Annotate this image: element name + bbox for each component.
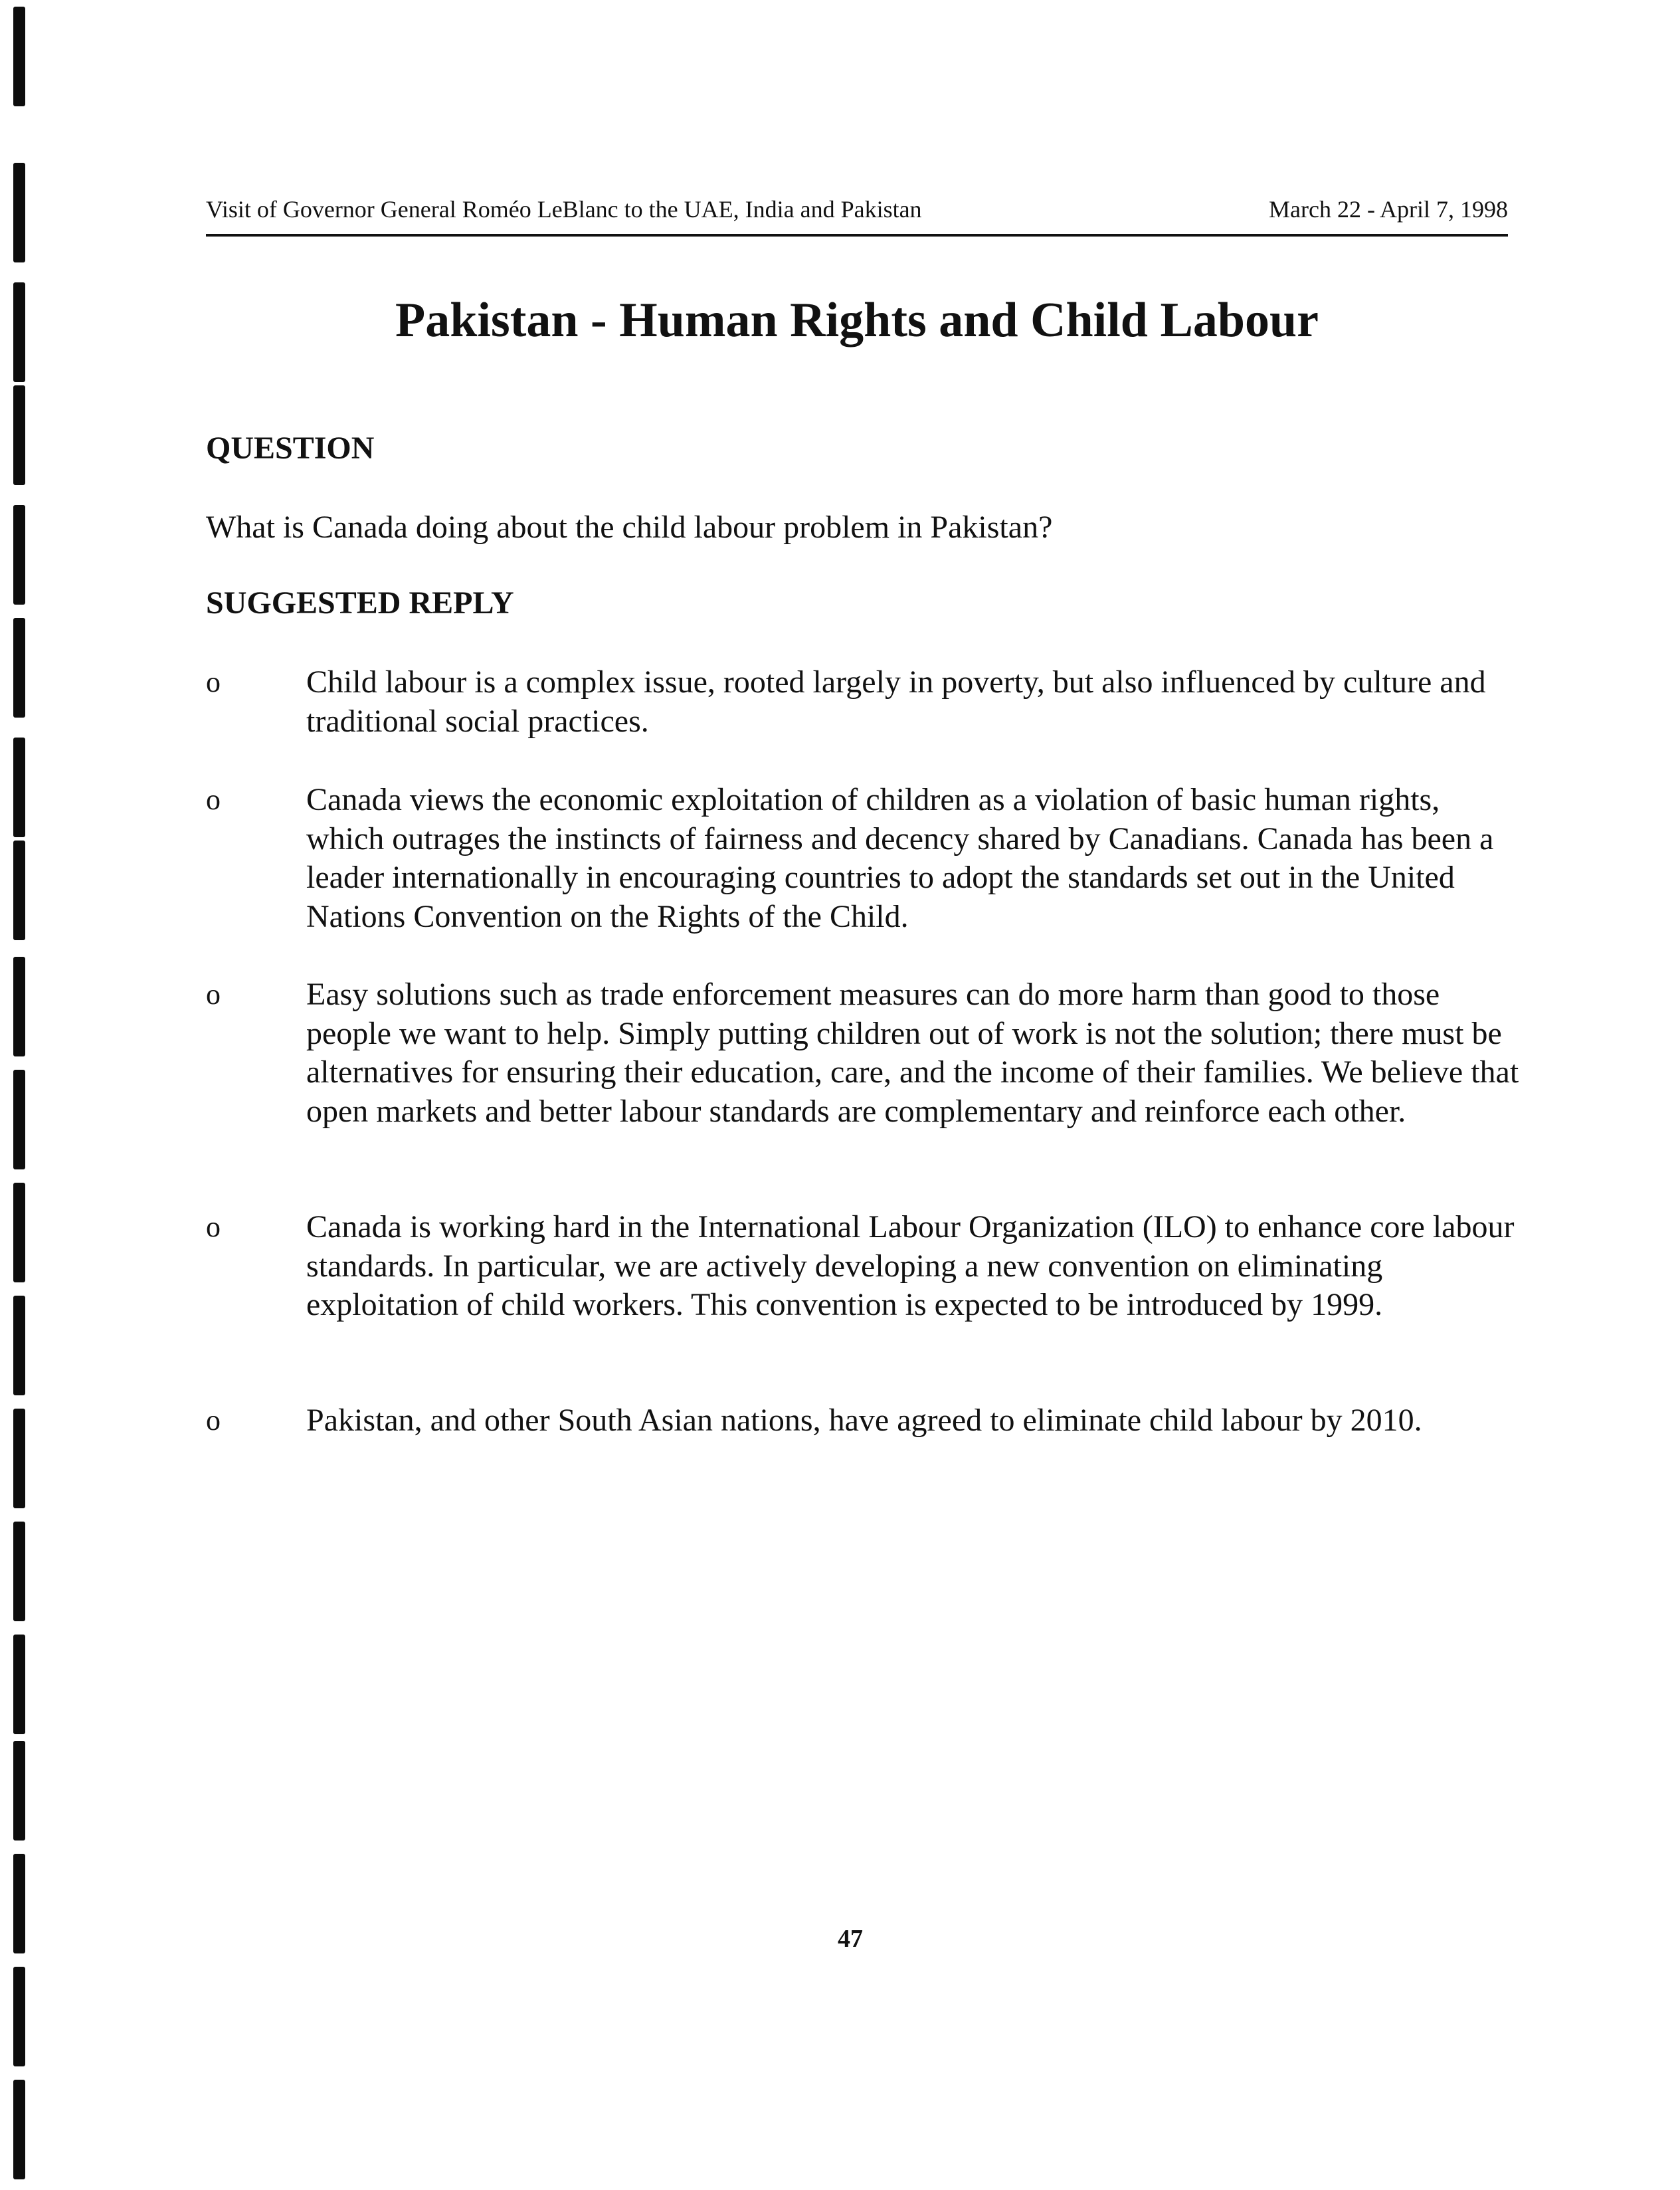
binder-mark xyxy=(13,7,25,106)
question-heading: QUESTION xyxy=(206,431,375,466)
page-number: 47 xyxy=(838,1925,863,1953)
binder-mark xyxy=(13,1967,25,2066)
binder-mark xyxy=(13,1854,25,1953)
binder-mark xyxy=(13,1522,25,1621)
suggested-reply-heading: SUGGESTED REPLY xyxy=(206,585,514,621)
binder-mark xyxy=(13,1070,25,1169)
reply-bullet-text: Easy solutions such as trade enforcement measures can do more harm than good to those people we want to help. Simply putting children out of work is not the solution; there must be alternatives for ensuring their education, care, and the income of their families. We believe that open markets and better labour standards are complementary and reinforce each other. xyxy=(306,977,1519,1129)
binder-mark xyxy=(13,1409,25,1508)
reply-bullet-text: Canada is working hard in the International Labour Organization (ILO) to enhance core labour standards. In particular, we are actively developing a new convention on eliminating exploitation of child workers. This convention is expected to be introduced by 1999. xyxy=(306,1209,1515,1322)
bullet-marker-icon: o xyxy=(206,783,221,816)
header-left-text: Visit of Governor General Roméo LeBlanc to the UAE, India and Pakistan xyxy=(206,196,922,223)
bullet-marker-icon: o xyxy=(206,666,221,698)
binder-mark xyxy=(13,282,25,382)
reply-bullet-text: Canada views the economic exploitation of children as a violation of basic human rights, which outrages the instincts of fairness and decency shared by Canadians. Canada has been a leader internationally in encouraging countries to adopt the standards set out in the United Nations Convention on the Rights of the Child. xyxy=(306,782,1494,934)
binder-mark xyxy=(13,1741,25,1841)
binder-mark xyxy=(13,505,25,605)
binder-mark xyxy=(13,957,25,1056)
binder-mark xyxy=(13,1296,25,1395)
binder-hole-marks xyxy=(0,0,40,2190)
binder-mark xyxy=(13,618,25,718)
bullet-marker-icon: o xyxy=(206,978,221,1011)
question-text: What is Canada doing about the child labour problem in Pakistan? xyxy=(206,510,1053,545)
binder-mark xyxy=(13,1183,25,1282)
bullet-marker-icon: o xyxy=(206,1211,221,1243)
binder-mark xyxy=(13,2080,25,2179)
reply-bullet-text: Pakistan, and other South Asian nations, have agreed to eliminate child labour by 2010. xyxy=(306,1403,1422,1438)
binder-mark xyxy=(13,385,25,485)
running-header xyxy=(206,193,1508,237)
bullet-marker-icon: o xyxy=(206,1404,221,1437)
reply-bullet-text: Child labour is a complex issue, rooted largely in poverty, but also influenced by culture and traditional social practices. xyxy=(306,664,1486,739)
header-date-range: March 22 - April 7, 1998 xyxy=(1269,196,1508,223)
binder-mark xyxy=(13,163,25,262)
binder-mark xyxy=(13,1635,25,1734)
binder-mark xyxy=(13,738,25,837)
page-title: Pakistan - Human Rights and Child Labour xyxy=(395,293,1319,348)
binder-mark xyxy=(13,841,25,940)
